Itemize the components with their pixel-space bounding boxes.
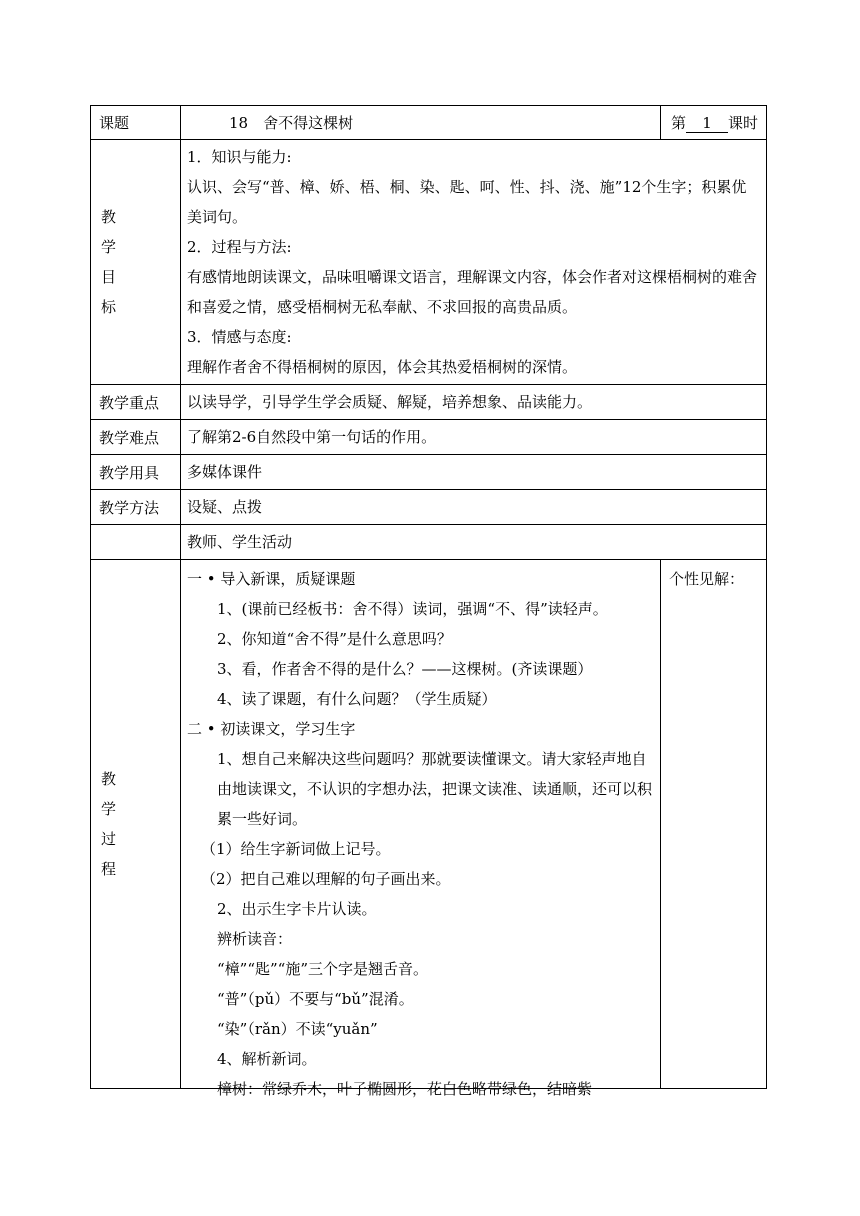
difficulty-value: 了解第2-6自然段中第一句话的作用。 [181,420,767,455]
process-line: 4、读了课题，有什么问题？（学生质疑） [217,690,497,708]
key-point-value: 以读导学，引导学生学会质疑、解疑，培养想象、品读能力。 [181,385,767,420]
process-line: 1、想自己来解决这些问题吗？那就要读懂课文。请大家轻声地自由地读课文，不认识的字想办法，把课文读准、读通顺，还可以积累一些好词。 [217,750,653,828]
process-line: 3、看，作者舍不得的是什么？——这棵树。(齐读课题） [217,660,593,678]
tools-label: 教学用具 [91,455,181,490]
method-value: 设疑、点拨 [181,490,767,525]
personal-insight-cell [661,560,767,1089]
period-number: 1 [686,114,728,133]
period-suffix: 课时 [728,114,759,132]
topic-label: 课题 [91,106,181,140]
process-line: （1）给生字新词做上记号。 [201,840,391,858]
key-point-row [91,385,767,420]
key-point-label: 教学重点 [91,385,181,420]
empty-cell [91,525,181,560]
process-line: “染”（rǎn）不读“yuǎn” [217,1020,378,1038]
process-label-char: 程 [101,860,117,878]
method-label: 教学方法 [91,490,181,525]
lesson-period [661,106,767,140]
process-label-char: 过 [101,830,117,848]
goal-text: 有感情地朗读课文，品味咀嚼课文语言，理解课文内容，体会作者对这棵梧桐树的难舍和喜爱之情，感受梧桐树无私奉献、不求回报的高贵品质。 [187,268,758,316]
process-label [91,560,181,1089]
goals-label [91,140,181,385]
tools-value: 多媒体课件 [181,455,767,490]
title-row [91,106,767,140]
process-line: 樟树：常绿乔木，叶子椭圆形，花白色略带绿色，结暗紫 [217,1080,593,1098]
goal-text: 认识、会写“普、樟、娇、梧、桐、染、匙、呵、性、抖、浇、施”12个生字；积累优美词句。 [187,178,747,226]
goals-content [181,140,767,385]
activity-header: 教师、学生活动 [181,525,767,560]
goals-label-char: 学 [101,238,117,256]
process-line: 辨析读音： [217,930,293,948]
process-row [91,560,767,1089]
goals-label-char: 标 [101,298,117,316]
personal-insight-label: 个性见解： [669,570,745,588]
goal-heading: 3．情感与态度: [187,328,292,346]
process-label-char: 学 [101,800,117,818]
process-line: 2、出示生字卡片认读。 [217,900,377,918]
activity-header-row [91,525,767,560]
period-prefix: 第 [671,114,687,132]
process-content-cell [181,560,661,1098]
process-line: （2）把自己难以理解的句子画出来。 [201,870,451,888]
goals-label-char: 目 [101,268,117,286]
section-heading: 一 • 导入新课，质疑课题 [187,570,356,588]
process-line: “普”（pǔ）不要与“bǔ”混淆。 [217,990,414,1008]
process-line: 4、解析新词。 [217,1050,317,1068]
tools-row [91,455,767,490]
method-row [91,490,767,525]
goal-text: 理解作者舍不得梧桐树的原因，体会其热爱梧桐树的深情。 [187,358,578,376]
process-line: 2、你知道“舍不得”是什么意思吗？ [217,630,452,648]
goal-heading: 1．知识与能力: [187,148,292,166]
lesson-plan-table [90,105,767,1098]
section-heading: 二 • 初读课文，学习生字 [187,720,356,738]
goals-label-char: 教 [101,208,117,226]
process-content [181,560,660,1098]
process-line: 1、(课前已经板书：舍不得）读词，强调“不、得”读轻声。 [217,600,608,618]
lesson-title: 18 舍不得这棵树 [181,106,661,140]
process-line: “樟”“匙”“施”三个字是翘舌音。 [217,960,429,978]
goal-heading: 2．过程与方法: [187,238,292,256]
difficulty-label: 教学难点 [91,420,181,455]
process-label-char: 教 [101,770,117,788]
difficulty-row [91,420,767,455]
goals-row [91,140,767,385]
